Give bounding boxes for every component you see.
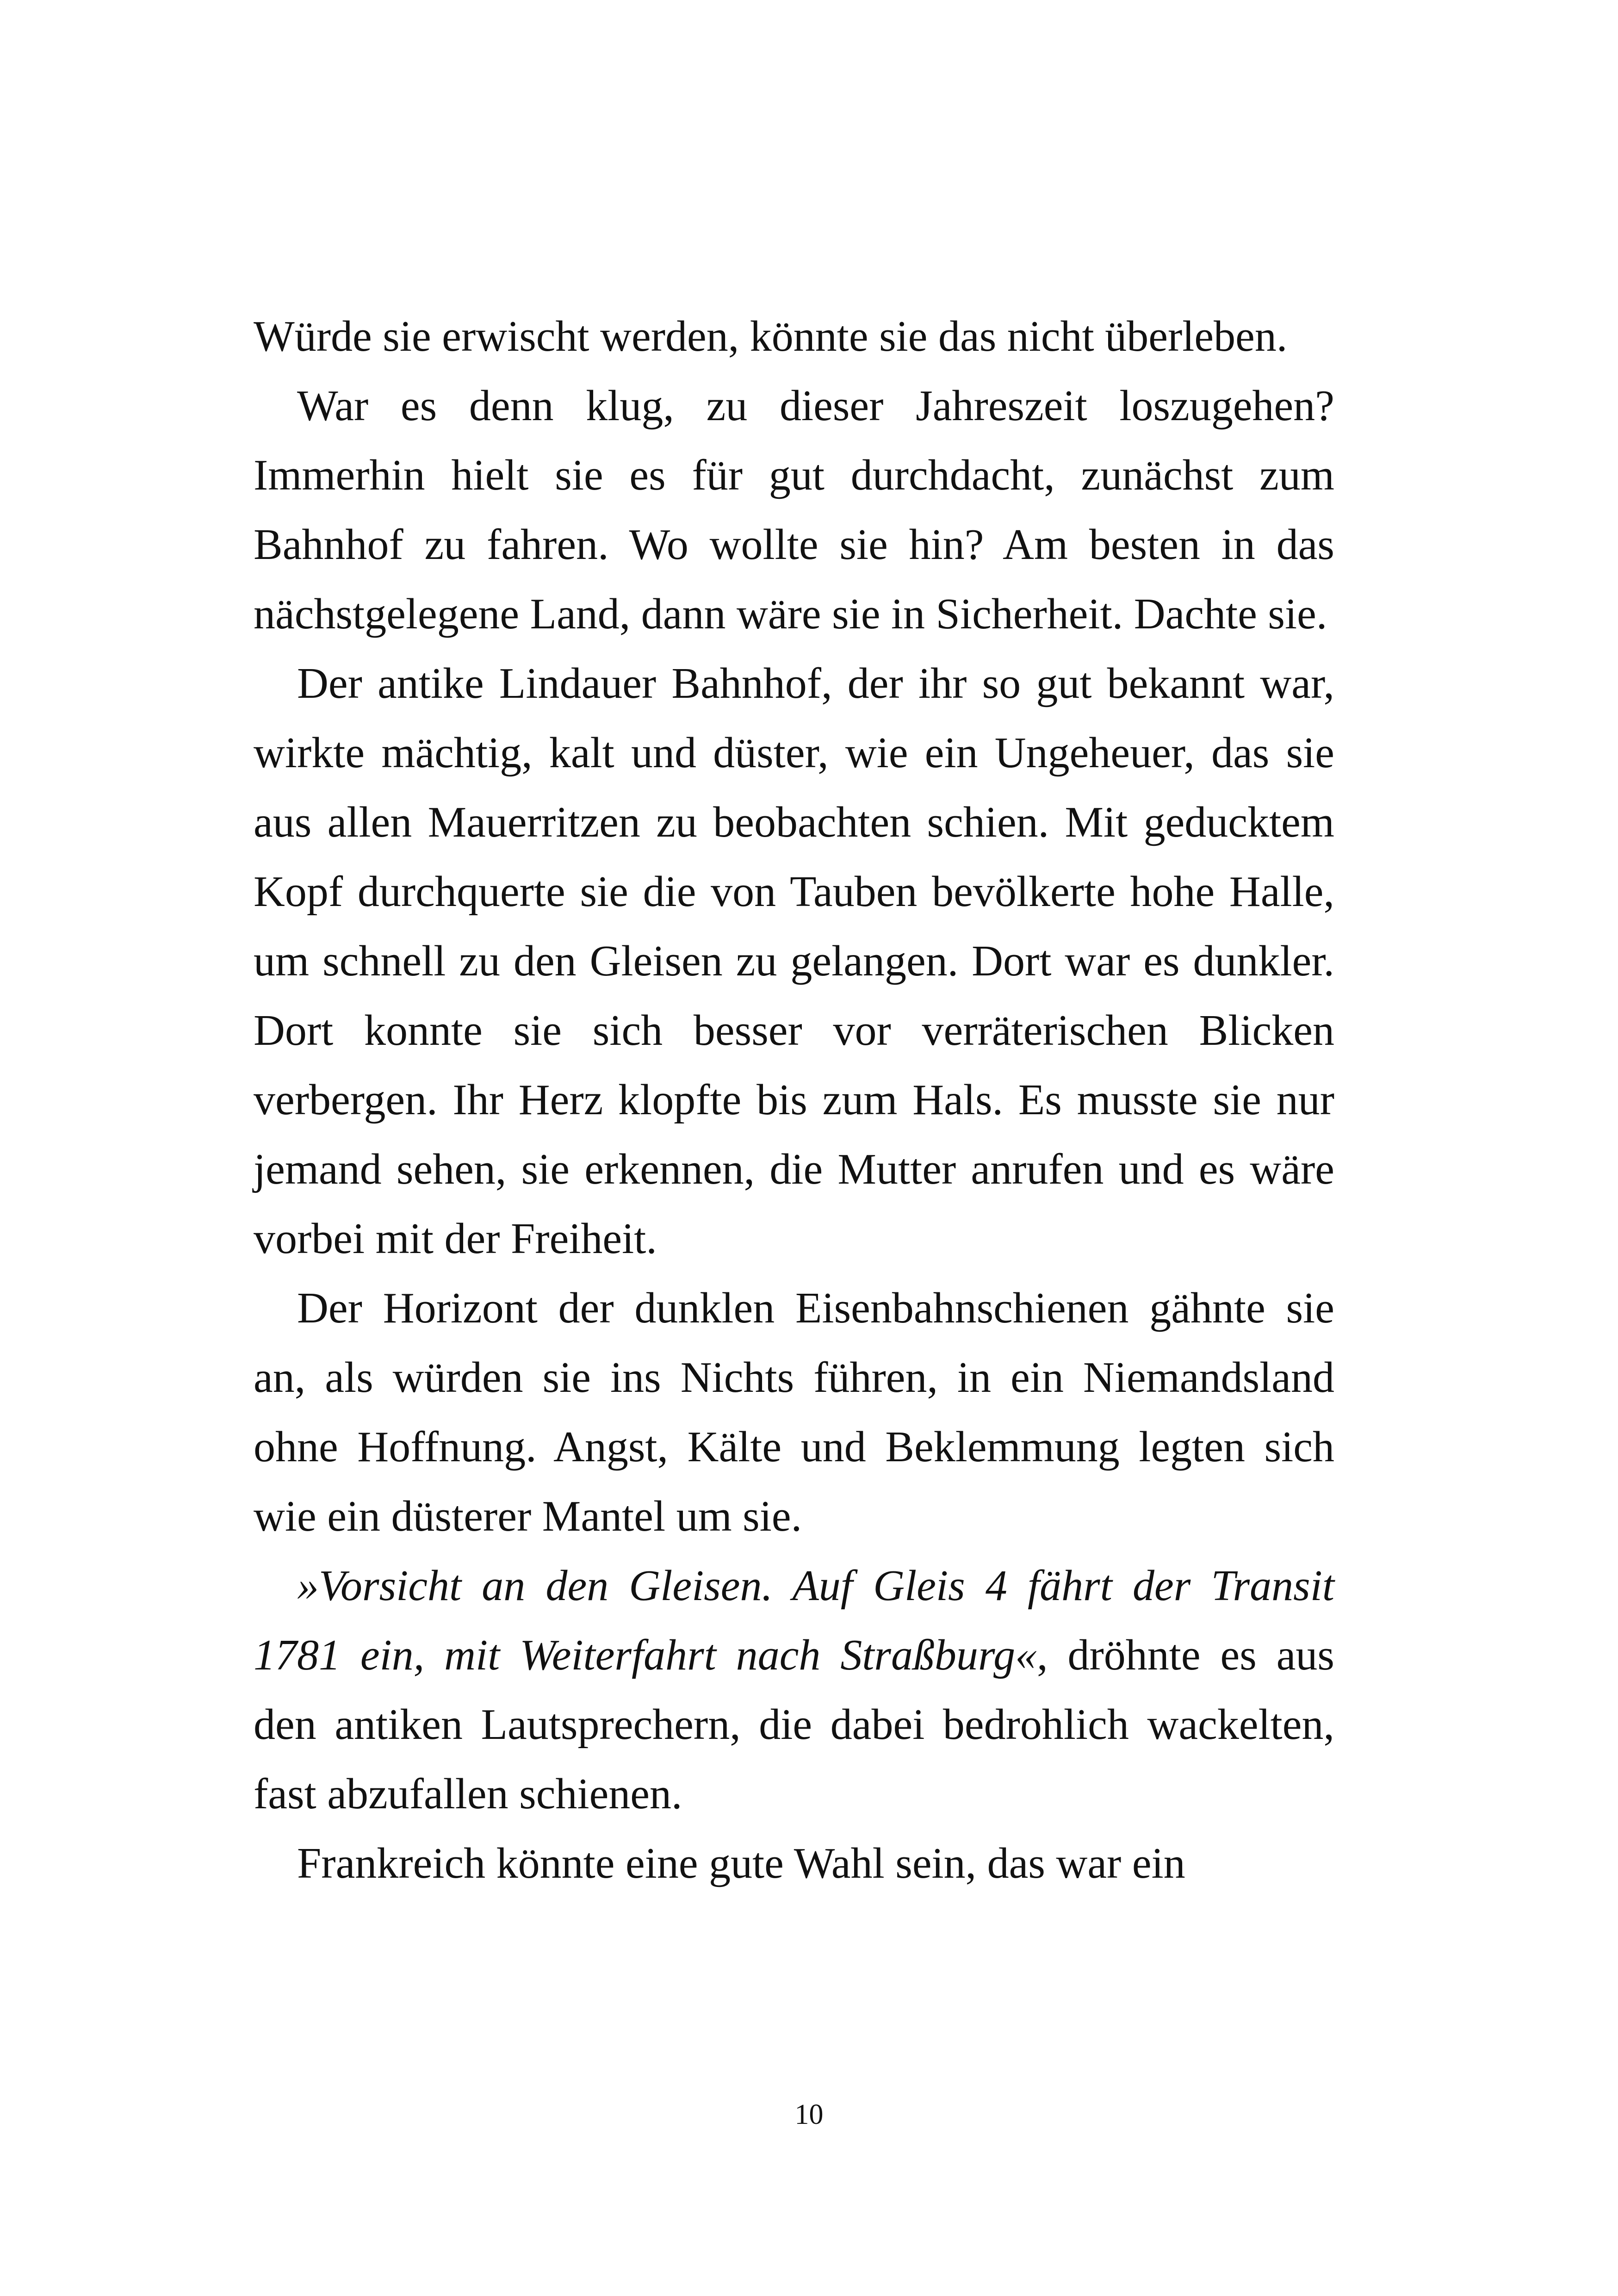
paragraph: Der Horizont der dunklen Eisenbahnschienen gähnte sie an, als würden sie ins Nichts führen, in ein Niemandsland ohne Hoffnung. Angst, Kälte und Beklemmung legten sich wie ein düsterer Mantel um sie. [254, 1284, 1334, 1540]
announcement-rest: , dröhnte es aus den antiken Lautsprechern, die dabei bedrohlich wackelten, fast abzufallen schienen. [254, 1631, 1334, 1818]
announcement-paragraph [254, 1551, 1334, 1829]
body-text [254, 302, 1334, 1898]
page-number: 10 [794, 2099, 824, 2130]
paragraph: War es denn klug, zu dieser Jahreszeit loszugehen? Immerhin hielt sie es für gut durchdacht, zunächst zum Bahnhof zu fahren. Wo wollte sie hin? Am besten in das nächstgelegene Land, dann wäre sie in Sicherheit. Dachte sie. [254, 382, 1334, 638]
paragraph: Der antike Lindauer Bahnhof, der ihr so gut bekannt war, wirkte mächtig, kalt und düster, wie ein Ungeheuer, das sie aus allen Mauerritzen zu beobachten schien. Mit geducktem Kopf durchquerte sie die von Tauben bevölkerte hohe Halle, um schnell zu den Gleisen zu gelangen. Dort war es dunkler. Dort konnte sie sich besser vor verräterischen Blicken verbergen. Ihr Herz klopfte bis zum Hals. Es musste sie nur jemand sehen, sie erkennen, die Mutter anrufen und es wäre vorbei mit der Freiheit. [254, 659, 1334, 1263]
announcement-quote: »Vorsicht an den Gleisen. Auf Gleis 4 fährt der Transit 1781 ein, mit Weiterfahrt nach Straßburg« [254, 1562, 1334, 1679]
paragraph: Frankreich könnte eine gute Wahl sein, das war ein [297, 1839, 1185, 1887]
paragraph: Würde sie erwischt werden, könnte sie das nicht überleben. [254, 312, 1288, 360]
